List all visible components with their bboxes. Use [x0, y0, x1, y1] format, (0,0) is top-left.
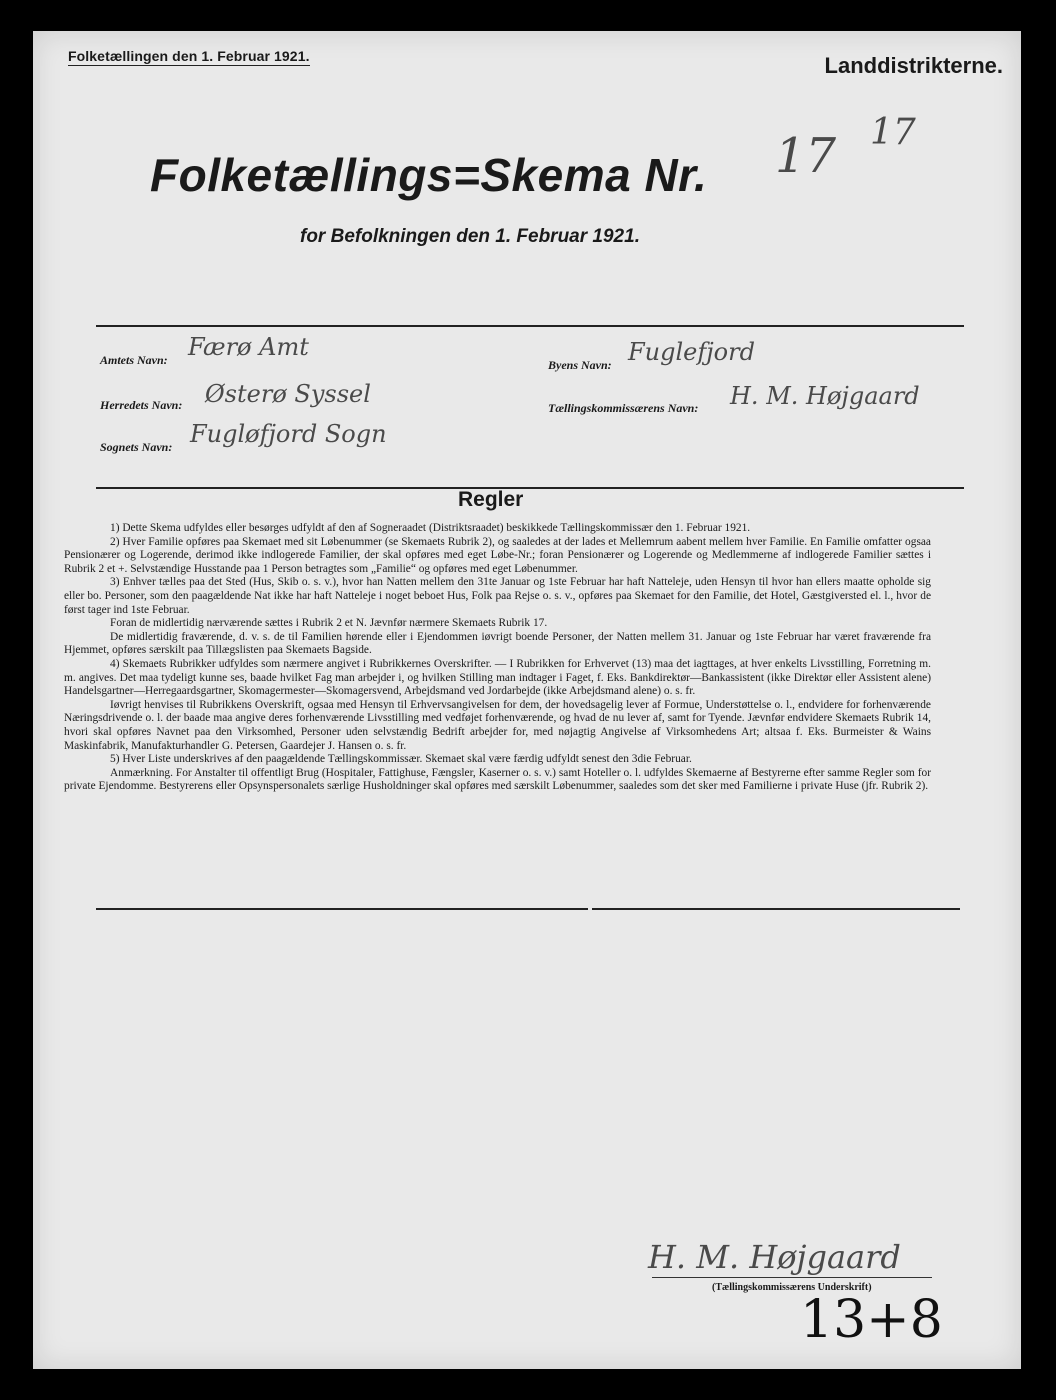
rule-paragraph: De midlertidig fraværende, d. v. s. de til Familien hørende eller i Ejendommen iøvrigt boende Personer, der Natten mellem 31. Januar og 1ste Februar har været fraværende fra Hjemmet, opføres særskilt paa Tillægslisten paa Skemaets Bagside. [64, 630, 931, 657]
form-subtitle: for Befolkningen den 1. Februar 1921. [300, 226, 640, 247]
rules-text [64, 522, 931, 794]
fields-divider [96, 487, 964, 489]
rule-paragraph: Anmærkning. For Anstalter til offentligt Brug (Hospitaler, Fattighuse, Fængsler, Kaserner o. s. v.) samt Hoteller o. l. udfyldes Skemaerne af Bestyrerne efter samme Regler som for private Ejendomme. Bestyrerens eller Opsynspersonalets særlige Husholdninger skal opføres med særskilt Løbenummer, saaledes som det sker med Familierne i private Huse (jfr. Rubrik 2). [64, 766, 931, 793]
rule-paragraph: Iøvrigt henvises til Rubrikkens Overskrift, ogsaa med Hensyn til Erhvervsangivelsen for dem, der hovedsagelig lever af Formue, Understøttelse o. l., endvidere for forhenværende Næringsdrivende o. l. der baade maa angive deres forhenværende Livsstilling med vedføjet forhenværende, og hvad de nu lever af, samt for Tyende. Jævnfør endvidere Skemaets Rubrik 14, hvori skal opføres Navnet paa den Virksomhed, Personer uden selvstændig Bedrift arbejder for, med nøjagtig Angivelse af Virksomhedens Art; altsaa f. Eks. Burmeister & Wains Maskinfabrik, Manufakturhandler G. Petersen, Gaardejer J. Hansen o. s. fr. [64, 698, 931, 752]
signature-caption: (Tællingskommissærens Underskrift) [712, 1282, 872, 1293]
signature-line [652, 1277, 932, 1278]
rule-paragraph: 2) Hver Familie opføres paa Skemaet med sit Løbenummer (se Skemaets Rubrik 2), og saaledes at der lades et Mellemrum aabent mellem hver Familie. En Familie omfatter ogsaa Pensionærer og Logerende, derimod ikke indlogerede Familier, der skal opføres med eget Løbe-Nr.; foran Pensionærer og Logerende og Medlemmerne af indlogerede Familier sættes i Rubrik 2 et +. Selvstændige Husstande paa 1 Person betragtes som „Familie“ og opføres med eget Løbenummer. [64, 535, 931, 575]
kommissaer-value: H. M. Højgaard [730, 382, 920, 410]
amt-label: Amtets Navn: [100, 353, 168, 367]
sogn-label: Sognets Navn: [100, 440, 173, 454]
rule-paragraph: Foran de midlertidig nærværende sættes i Rubrik 2 et N. Jævnfør nærmere Skemaets Rubrik 17. [110, 617, 548, 630]
by-value: Fuglefjord [628, 338, 755, 366]
bottom-divider-right [592, 908, 960, 910]
herred-label: Herredets Navn: [100, 398, 183, 412]
sogn-value: Fugløfjord Sogn [190, 420, 387, 448]
district-type-header: Landdistrikterne. [824, 53, 1003, 78]
form-number-handwritten: 17 [775, 128, 837, 184]
rule-paragraph: 1) Dette Skema udfyldes eller besørges udfyldt af den af Sogneraadet (Distriktsraadet) beskikkede Tællingskommissær den 1. Februar 1921. [110, 522, 751, 534]
rule-paragraph: 5) Hver Liste underskrives af den paagældende Tællingskommissær. Skemaet skal være færdig udfyldt senest den 3die Februar. [110, 753, 692, 766]
by-label: Byens Navn: [548, 358, 612, 372]
form-title: Folketællings=Skema Nr. [150, 149, 708, 201]
census-date-header: Folketællingen den 1. Februar 1921. [68, 48, 310, 64]
kommissaer-label: Tællingskommissærens Navn: [548, 401, 699, 415]
corner-number-handwritten: 17 [870, 112, 916, 153]
bottom-note-handwritten: 13+8 [800, 1290, 943, 1350]
rule-paragraph: 3) Enhver tælles paa det Sted (Hus, Skib o. s. v.), hvor han Natten mellem den 31te Januar og 1ste Februar har haft Natteleje, uden Hensyn til hvor han ellers maatte opholde sig eller bo. Personer, som den paagældende Nat ikke har haft Natteleje i noget beboet Hus, Folk paa Rejse o. s. v., opføres paa Skemaet for den Familie, det Hotel, Gæstgiversted el. l., hvor de først tager ind 1ste Februar. [64, 576, 931, 616]
signature-handwritten: H. M. Højgaard [648, 1238, 901, 1276]
bottom-divider-left [96, 908, 588, 910]
rule-paragraph: 4) Skemaets Rubrikker udfyldes som nærmere angivet i Rubrikkernes Overskrifter. — I Rubrikken for Erhvervet (13) maa det iagttages, at hver enkelts Livsstilling, Forretning m. m. angives. Det maa tydeligt kunne ses, baade hvilket Fag man arbejder i, og hvilken Stilling man indtager i Faget, f. Eks. Bankdirektør—Bankassistent (ikke Direktør eller Assistent alene) Handelsgartner—Herregaardsgartner, Skomagermester—Skomagersvend, Arbejdsmand ved Jordarbejde (ikke Arbejdsmand alene) o. s. fr. [64, 657, 931, 698]
herred-value: Østerø Syssel [205, 380, 371, 408]
amt-value: Færø Amt [188, 333, 309, 361]
top-divider [96, 325, 964, 327]
rules-heading: Regler [458, 488, 524, 511]
